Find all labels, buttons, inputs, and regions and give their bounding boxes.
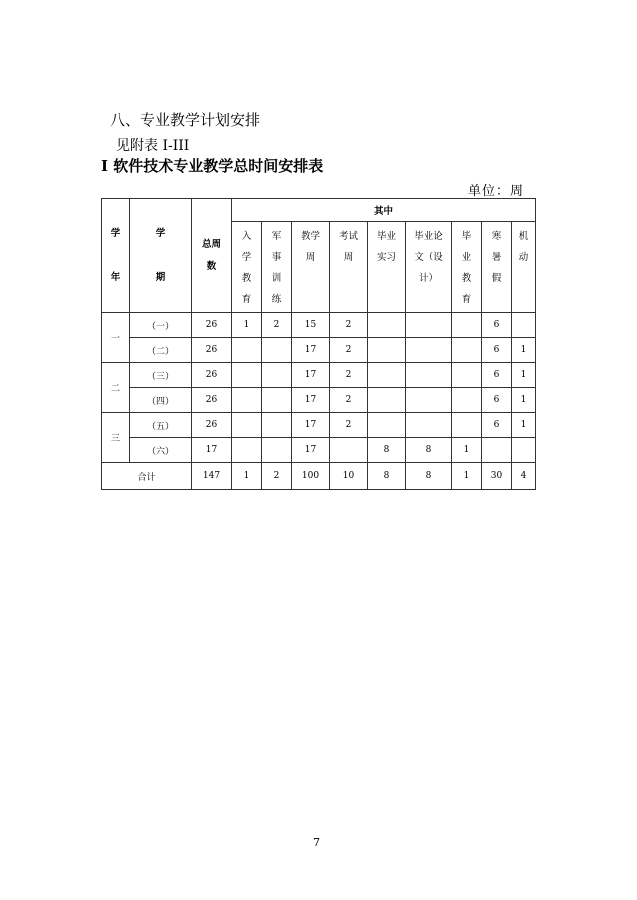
value-cell bbox=[406, 313, 452, 338]
value-cell bbox=[406, 338, 452, 363]
table-row bbox=[102, 363, 536, 388]
term-cell: （三） bbox=[130, 363, 192, 388]
header-flexible: 机 动 bbox=[512, 222, 536, 313]
value-cell: 8 bbox=[406, 438, 452, 463]
value-cell: 1 bbox=[452, 438, 482, 463]
term-cell: （一） bbox=[130, 313, 192, 338]
value-cell bbox=[232, 363, 262, 388]
value-cell: 2 bbox=[330, 363, 368, 388]
value-cell: 17 bbox=[292, 338, 330, 363]
value-cell: 8 bbox=[368, 438, 406, 463]
total-cell: 26 bbox=[192, 313, 232, 338]
value-cell: 17 bbox=[292, 438, 330, 463]
value-cell: 2 bbox=[330, 388, 368, 413]
year-cell: 一 bbox=[102, 313, 130, 363]
header-teaching-weeks: 教学 周 bbox=[292, 222, 330, 313]
value-cell: 10 bbox=[330, 463, 368, 490]
term-cell: （六） bbox=[130, 438, 192, 463]
value-cell bbox=[452, 338, 482, 363]
term-cell: （四） bbox=[130, 388, 192, 413]
value-cell bbox=[368, 413, 406, 438]
total-row bbox=[102, 463, 536, 490]
value-cell: 4 bbox=[512, 463, 536, 490]
value-cell bbox=[262, 338, 292, 363]
header-row-1 bbox=[102, 199, 536, 222]
header-internship: 毕业 实习 bbox=[368, 222, 406, 313]
header-military-training: 军 事 训 练 bbox=[262, 222, 292, 313]
header-group-of-which: 其中 bbox=[232, 199, 536, 222]
value-cell: 1 bbox=[512, 363, 536, 388]
value-cell bbox=[262, 438, 292, 463]
value-cell: 1 bbox=[232, 463, 262, 490]
value-cell bbox=[330, 438, 368, 463]
total-cell: 26 bbox=[192, 363, 232, 388]
value-cell: 100 bbox=[292, 463, 330, 490]
table-row bbox=[102, 413, 536, 438]
header-orientation: 入 学 教 育 bbox=[232, 222, 262, 313]
value-cell bbox=[368, 388, 406, 413]
value-cell: 30 bbox=[482, 463, 512, 490]
header-thesis: 毕业论 文（设 计） bbox=[406, 222, 452, 313]
value-cell: 6 bbox=[482, 363, 512, 388]
value-cell bbox=[452, 363, 482, 388]
value-cell: 15 bbox=[292, 313, 330, 338]
header-exam-weeks: 考试 周 bbox=[330, 222, 368, 313]
value-cell bbox=[232, 413, 262, 438]
value-cell bbox=[406, 363, 452, 388]
value-cell bbox=[406, 413, 452, 438]
total-label: 合计 bbox=[102, 463, 192, 490]
section-title: 八、专业教学计划安排 bbox=[110, 111, 261, 129]
header-vacation: 寒 暑 假 bbox=[482, 222, 512, 313]
value-cell: 2 bbox=[330, 413, 368, 438]
value-cell: 6 bbox=[482, 413, 512, 438]
value-cell: 17 bbox=[292, 413, 330, 438]
term-cell: （五） bbox=[130, 413, 192, 438]
value-cell bbox=[368, 363, 406, 388]
value-cell bbox=[262, 363, 292, 388]
value-cell: 8 bbox=[406, 463, 452, 490]
table-title: I 软件技术专业教学总时间安排表 bbox=[101, 157, 324, 175]
value-cell: 2 bbox=[262, 463, 292, 490]
total-cell: 17 bbox=[192, 438, 232, 463]
value-cell bbox=[368, 338, 406, 363]
value-cell bbox=[262, 413, 292, 438]
value-cell bbox=[452, 413, 482, 438]
value-cell: 6 bbox=[482, 338, 512, 363]
table-row bbox=[102, 388, 536, 413]
value-cell bbox=[452, 313, 482, 338]
value-cell: 1 bbox=[512, 413, 536, 438]
value-cell: 6 bbox=[482, 388, 512, 413]
value-cell bbox=[512, 313, 536, 338]
total-cell: 26 bbox=[192, 413, 232, 438]
value-cell bbox=[232, 338, 262, 363]
value-cell bbox=[232, 388, 262, 413]
value-cell bbox=[262, 388, 292, 413]
value-cell: 17 bbox=[292, 363, 330, 388]
value-cell bbox=[406, 388, 452, 413]
value-cell bbox=[512, 438, 536, 463]
table-row bbox=[102, 438, 536, 463]
schedule-table bbox=[101, 198, 536, 490]
value-cell: 1 bbox=[232, 313, 262, 338]
value-cell bbox=[482, 438, 512, 463]
value-cell: 2 bbox=[330, 313, 368, 338]
appendix-reference: 见附表 I-III bbox=[116, 138, 190, 154]
year-cell: 二 bbox=[102, 363, 130, 413]
header-term: 学 期 bbox=[130, 199, 192, 313]
year-cell: 三 bbox=[102, 413, 130, 463]
value-cell: 6 bbox=[482, 313, 512, 338]
total-cell: 26 bbox=[192, 338, 232, 363]
term-cell: （二） bbox=[130, 338, 192, 363]
value-cell: 8 bbox=[368, 463, 406, 490]
value-cell bbox=[232, 438, 262, 463]
value-cell: 1 bbox=[512, 388, 536, 413]
table-row bbox=[102, 338, 536, 363]
unit-label: 单位：周 bbox=[468, 184, 525, 199]
table-row bbox=[102, 313, 536, 338]
header-year: 学 年 bbox=[102, 199, 130, 313]
page-number: 7 bbox=[313, 836, 320, 849]
value-cell: 1 bbox=[452, 463, 482, 490]
total-cell: 26 bbox=[192, 388, 232, 413]
total-cell: 147 bbox=[192, 463, 232, 490]
value-cell: 2 bbox=[330, 338, 368, 363]
value-cell: 2 bbox=[262, 313, 292, 338]
value-cell bbox=[368, 313, 406, 338]
value-cell: 1 bbox=[512, 338, 536, 363]
header-graduation-education: 毕 业 教 育 bbox=[452, 222, 482, 313]
value-cell bbox=[452, 388, 482, 413]
header-total-weeks: 总周 数 bbox=[192, 199, 232, 313]
value-cell: 17 bbox=[292, 388, 330, 413]
